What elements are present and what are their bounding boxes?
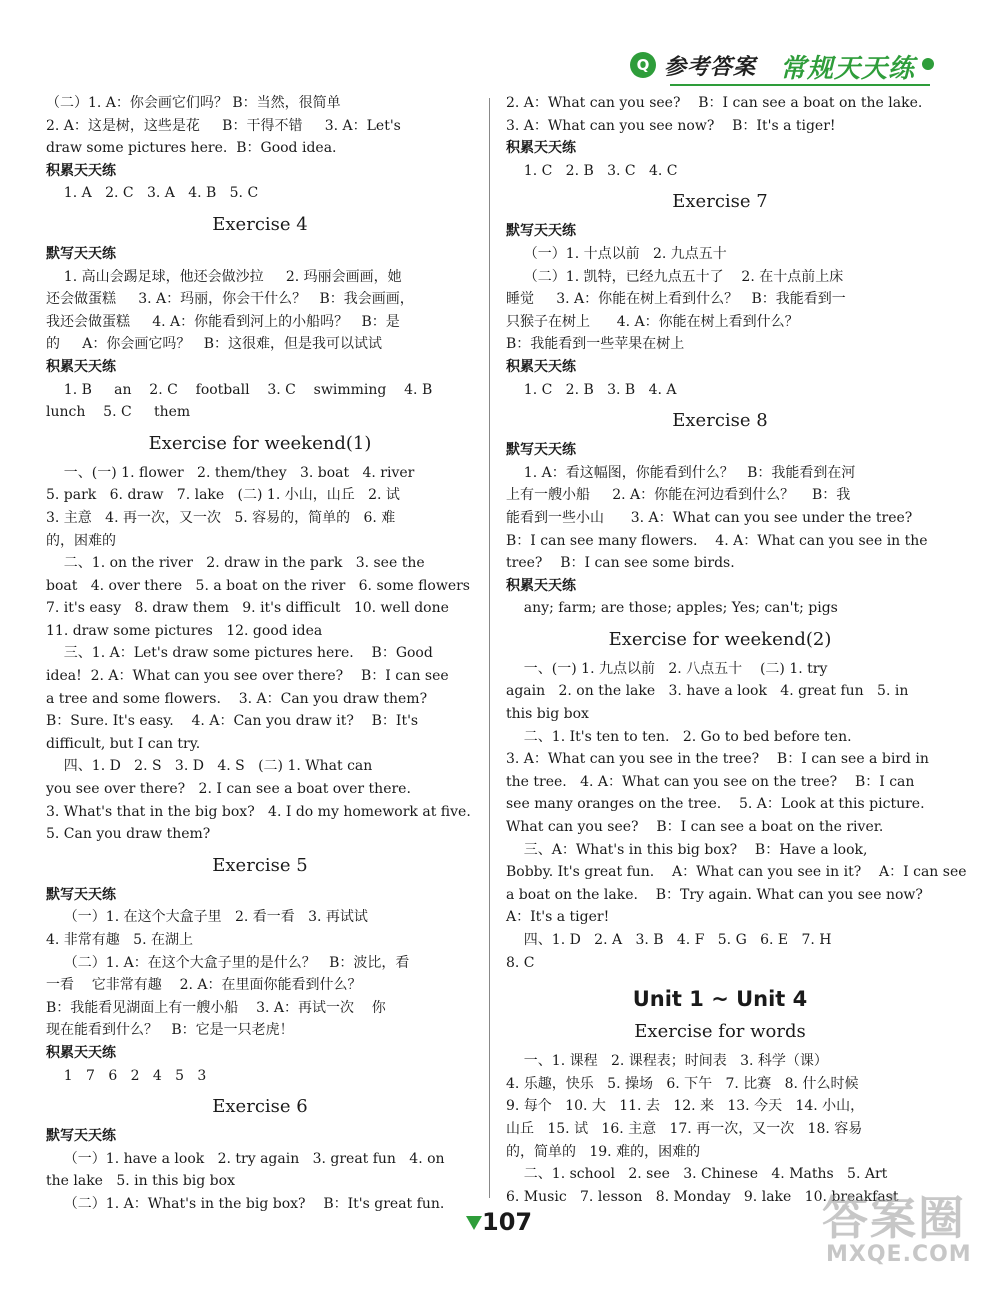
answer-line: 1. C 2. B 3. B 4. A bbox=[506, 381, 677, 398]
answer-line: see many oranges on the tree. 5. A：Look at this picture. bbox=[506, 796, 925, 813]
section-label: 积累天天练 bbox=[46, 358, 116, 375]
answer-line: A：It's a tiger! bbox=[506, 909, 610, 926]
exercise-title: Exercise 4 bbox=[212, 213, 308, 235]
answer-line: difficult, but I can try. bbox=[46, 735, 201, 752]
page-header bbox=[630, 46, 940, 86]
page-arrow-icon bbox=[466, 1216, 482, 1230]
answer-line: What can you see? B：I can see a boat on the river. bbox=[506, 819, 884, 836]
answer-line: 1. C 2. B 3. C 4. C bbox=[506, 162, 678, 179]
answer-line: 的，简单的 19. 难的，困难的 bbox=[506, 1143, 701, 1160]
answer-line: a tree and some flowers. 3. A：Can you draw them? bbox=[46, 690, 428, 707]
answer-line: 现在能看到什么？ B：它是一只老虎！ bbox=[46, 1022, 294, 1039]
watermark-text: 答案圈 bbox=[822, 1191, 966, 1245]
answer-line: （二）1. A：在这个大盒子里的是什么？ B：波比，看 bbox=[46, 954, 410, 971]
answer-line: （二）1. A：你会画它们吗？ B：当然，很简单 bbox=[46, 95, 341, 111]
series-title: 常规天天练 bbox=[780, 54, 916, 84]
answer-line: 能看到一些小山 3. A：What can you see under the tree? bbox=[506, 509, 913, 526]
answer-line: （一）1. 在这个大盒子里 2. 看一看 3. 再试试 bbox=[46, 909, 368, 926]
answer-line: 3. What's that in the big box? 4. I do my homework at five. bbox=[46, 803, 471, 820]
answer-line: this big box bbox=[506, 706, 589, 723]
left-column bbox=[46, 92, 474, 1216]
answer-line: 3. A：What can you see in the tree? B：I can see a bird in bbox=[506, 751, 929, 768]
watermark-url: MXQE.COM bbox=[826, 1242, 972, 1267]
answer-line: 4. 非常有趣 5. 在湖上 bbox=[46, 932, 193, 948]
answer-line: 四、1. D 2. A 3. B 4. F 5. G 6. E 7. H bbox=[506, 932, 832, 948]
page-number bbox=[466, 1206, 538, 1242]
answer-line: a boat on the lake. B：Try again. What can you see now? bbox=[506, 886, 923, 903]
section-label: 默写天天练 bbox=[506, 223, 576, 240]
answer-line: （二）1. A：What's in the big box? B：It's great fun. bbox=[46, 1195, 445, 1212]
exercise-title: Exercise 6 bbox=[212, 1096, 308, 1118]
answer-line: 一、(一) 1. 九点以前 2. 八点五十 (二) 1. try bbox=[506, 660, 828, 677]
answer-line: 2. A：这是树，这些是花 B：干得不错 3. A：Let's bbox=[46, 117, 401, 134]
exercise-title: Exercise 5 bbox=[212, 854, 308, 876]
answer-line: 我还会做蛋糕 4. A：你能看到河上的小船吗？ B：是 bbox=[46, 313, 400, 330]
watermark-logo bbox=[822, 1182, 988, 1282]
answer-line: 1 7 6 2 4 5 3 bbox=[46, 1067, 207, 1084]
answer-line: you see over there? 2. I can see a boat over there. bbox=[46, 781, 411, 798]
answer-line: idea! 2. A：What can you see over there? B：I can see bbox=[46, 668, 449, 685]
answer-line: draw some pictures here. B：Good idea. bbox=[46, 140, 337, 157]
answer-line: 5. Can you draw them? bbox=[46, 826, 211, 843]
answer-line: tree? B：I can see some birds. bbox=[506, 555, 735, 572]
answer-line: 9. 每个 10. 大 11. 去 12. 来 13. 今天 14. 小山， bbox=[506, 1098, 865, 1115]
unit-title: Unit 1 ~ Unit 4 bbox=[632, 987, 808, 1012]
answer-line: 睡觉 3. A：你能在树上看到什么？ B：我能看到一 bbox=[506, 291, 846, 308]
answer-line: 的 A：你会画它吗？ B：这很难，但是我可以试试 bbox=[46, 336, 382, 353]
answer-line: B：我能看到一些苹果在树上 bbox=[506, 336, 685, 353]
answer-line: B：Sure. It's easy. 4. A：Can you draw it? B：It's bbox=[46, 713, 419, 730]
answer-line: any; farm; are those; apples; Yes; can't; pigs bbox=[506, 600, 838, 617]
answer-line: 11. draw some pictures 12. good idea bbox=[46, 622, 323, 639]
exercise-title: Exercise for words bbox=[634, 1021, 806, 1043]
section-label: 积累天天练 bbox=[46, 162, 116, 179]
answer-line: 三、1. A：Let's draw some pictures here. B：Good bbox=[46, 645, 433, 662]
answer-line: B：I can see many flowers. 4. A：What can you see in the bbox=[506, 532, 928, 549]
exercise-title: Exercise 7 bbox=[672, 191, 768, 213]
answer-line: 1. A 2. C 3. A 4. B 5. C bbox=[46, 185, 259, 202]
answer-line: 7. it's easy 8. draw them 9. it's difficult 10. well done bbox=[46, 600, 449, 617]
answer-line: 二、1. school 2. see 3. Chinese 4. Maths 5. Art bbox=[506, 1166, 888, 1183]
section-label: 积累天天练 bbox=[46, 1044, 116, 1061]
column-divider bbox=[489, 98, 490, 1198]
answer-line: 山丘 15. 试 16. 主意 17. 再一次，又一次 18. 容易 bbox=[506, 1120, 863, 1137]
answer-line: Bobby. It's great fun. A：What can you see in it? A：I can see bbox=[506, 864, 967, 881]
answer-line: 只猴子在树上 4. A：你能在树上看到什么？ bbox=[506, 313, 799, 330]
exercise-title: Exercise for weekend(1) bbox=[148, 432, 372, 454]
section-label: 默写天天练 bbox=[506, 442, 576, 459]
answer-line: 二、1. It's ten to ten. 2. Go to bed before ten. bbox=[506, 728, 852, 745]
answer-line: 的，困难的 bbox=[46, 532, 116, 549]
answer-line: 3. A：What can you see now? B：It's a tiger! bbox=[506, 117, 836, 134]
section-label: 积累天天练 bbox=[506, 358, 576, 375]
answer-line: 3. 主意 4. 再一次，又一次 5. 容易的，简单的 6. 难 bbox=[46, 509, 396, 526]
answer-line: 1. B an 2. C football 3. C swimming 4. B bbox=[46, 381, 433, 398]
answer-line: 三、A：What's in this big box? B：Have a look, bbox=[506, 841, 868, 858]
section-label: 默写天天练 bbox=[46, 1128, 116, 1145]
section-label: 默写天天练 bbox=[46, 245, 116, 262]
answer-line: （一）1. 十点以前 2. 九点五十 bbox=[506, 245, 727, 262]
answer-line: （二）1. 凯特，已经九点五十了 2. 在十点前上床 bbox=[506, 268, 844, 285]
answer-line: 5. park 6. draw 7. lake (二) 1. 小山，山丘 2. 试 bbox=[46, 487, 400, 504]
answer-line: 四、1. D 2. S 3. D 4. S (二) 1. What can bbox=[46, 758, 373, 775]
header-ornament-icon bbox=[922, 58, 934, 70]
section-label: 积累天天练 bbox=[506, 140, 576, 157]
answer-line: again 2. on the lake 3. have a look 4. great fun 5. in bbox=[506, 683, 909, 700]
exercise-title: Exercise for weekend(2) bbox=[608, 628, 832, 650]
answer-line: lunch 5. C them bbox=[46, 404, 191, 421]
answer-line: the tree. 4. A：What can you see on the tree? B：I can bbox=[506, 773, 915, 790]
answer-line: 6. Music 7. lesson 8. Monday 9. lake 10. breakfast bbox=[506, 1188, 899, 1205]
header-underline bbox=[670, 84, 930, 86]
answer-line: （一）1. have a look 2. try again 3. great fun 4. on bbox=[46, 1150, 445, 1167]
answer-line: 1. A：看这幅图，你能看到什么？ B：我能看到在河 bbox=[506, 464, 856, 481]
answer-line: 还会做蛋糕 3. A：玛丽，你会干什么？ B：我会画画， bbox=[46, 291, 414, 308]
answer-line: 4. 乐趣，快乐 5. 操场 6. 下午 7. 比赛 8. 什么时候 bbox=[506, 1075, 859, 1092]
answer-line: 一看 它非常有趣 2. A：在里面你能看到什么？ bbox=[46, 977, 362, 994]
right-column bbox=[506, 92, 967, 1208]
answer-line: B：我能看见湖面上有一艘小船 3. A：再试一次 你 bbox=[46, 999, 386, 1016]
answer-line: 一、1. 课程 2. 课程表；时间表 3. 科学（课） bbox=[506, 1053, 828, 1070]
section-label: 积累天天练 bbox=[506, 577, 576, 594]
answer-line: 1. 高山会踢足球，他还会做沙拉 2. 玛丽会画画，她 bbox=[46, 268, 402, 285]
answer-line: 二、1. on the river 2. draw in the park 3. see the bbox=[46, 555, 425, 572]
exercise-title: Exercise 8 bbox=[672, 410, 768, 432]
answer-line: 一、(一) 1. flower 2. them/they 3. boat 4. river bbox=[46, 464, 415, 481]
reference-answer-label: 参考答案 bbox=[664, 55, 757, 80]
answer-line: the lake 5. in this big box bbox=[46, 1173, 235, 1190]
section-label: 默写天天练 bbox=[46, 886, 116, 903]
answer-line: boat 4. over there 5. a boat on the river 6. some flowers bbox=[46, 577, 470, 594]
answer-line: 8. C bbox=[506, 954, 535, 971]
logo-icon: Q bbox=[630, 52, 656, 78]
page-number-text: 107 bbox=[482, 1208, 533, 1236]
answer-line: 2. A：What can you see? B：I can see a boat on the lake. bbox=[506, 95, 923, 111]
answer-line: 上有一艘小船 2. A：你能在河边看到什么？ B：我 bbox=[506, 487, 851, 504]
